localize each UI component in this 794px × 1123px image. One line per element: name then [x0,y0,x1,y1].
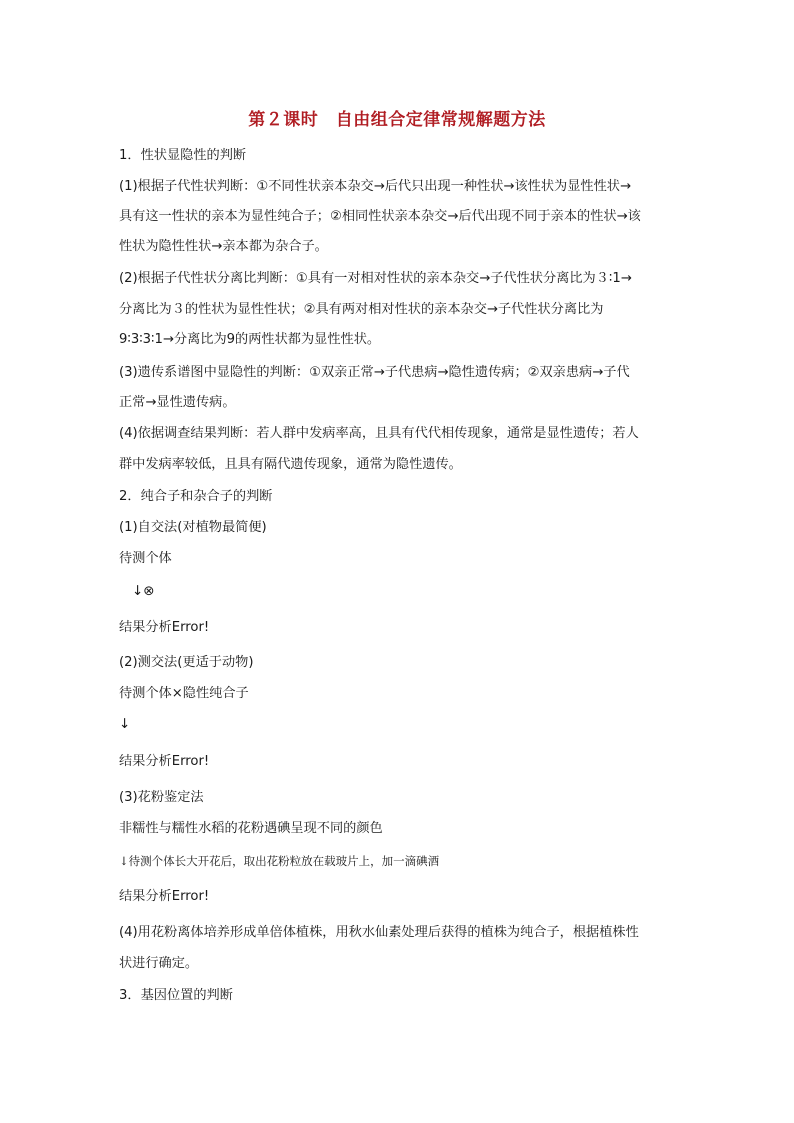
page-title: 第２课时 自由组合定律常规解题方法 [248,110,546,130]
section-heading-3: 3．基因位置的判断 [119,988,233,1003]
paragraph-line: (4)依据调查结果判断：若人群中发病率高，且具有代代相传现象，通常是显性遗传；若人 [119,426,639,441]
paragraph-line: 正常→显性遗传病。 [119,395,236,410]
paragraph-line: 具有这一性状的亲本为显性纯合子；②相同性状亲本杂交→后代出现不同于亲本的性状→该 [119,209,641,224]
result-line: 结果分析Error! [119,889,210,904]
cross-arrow-symbol: ↓⊗ [132,583,155,599]
paragraph-line: 性状为隐性性状→亲本都为杂合子。 [119,239,328,254]
result-line: 结果分析Error! [119,754,210,769]
method-heading: (3)花粉鉴定法 [119,790,204,805]
paragraph-line: 9∶3∶3∶1→分离比为9的两性状都为显性性状。 [119,332,381,347]
method-heading: (1)自交法(对植物最简便) [119,520,267,535]
paragraph-line: 状进行确定。 [119,956,199,971]
section-heading-1: 1．性状显隐性的判断 [119,148,247,163]
paragraph-line: 分离比为３的性状为显性性状；②具有两对相对性状的亲本杂交→子代性状分离比为 [119,302,604,317]
paragraph-line: ↓待测个体长大开花后，取出花粉粒放在载玻片上，加一滴碘酒 [119,854,440,868]
paragraph-line: (3)遗传系谱图中显隐性的判断：①双亲正常→子代患病→隐性遗传病；②双亲患病→子代 [119,365,630,380]
down-arrow-symbol: ↓ [119,716,131,732]
paragraph-line: (1)根据子代性状判断：①不同性状亲本杂交→后代只出现一种性状→该性状为显性性状→ [119,179,632,194]
result-line: 结果分析Error! [119,620,210,635]
paragraph-line: (2)根据子代性状分离比判断：①具有一对相对性状的亲本杂交→子代性状分离比为３∶1→ [119,271,632,286]
paragraph-line: (4)用花粉离体培养形成单倍体植株，用秋水仙素处理后获得的植株为纯合子，根据植株性 [119,925,639,940]
section-heading-2: 2．纯合子和杂合子的判断 [119,489,273,504]
paragraph-line: 非糯性与糯性水稻的花粉遇碘呈现不同的颜色 [119,821,383,836]
paragraph-line: 待测个体 [119,551,172,566]
method-heading: (2)测交法(更适于动物) [119,655,254,670]
paragraph-line: 待测个体×隐性纯合子 [119,686,249,701]
paragraph-line: 群中发病率较低，且具有隔代遗传现象，通常为隐性遗传。 [119,457,462,472]
